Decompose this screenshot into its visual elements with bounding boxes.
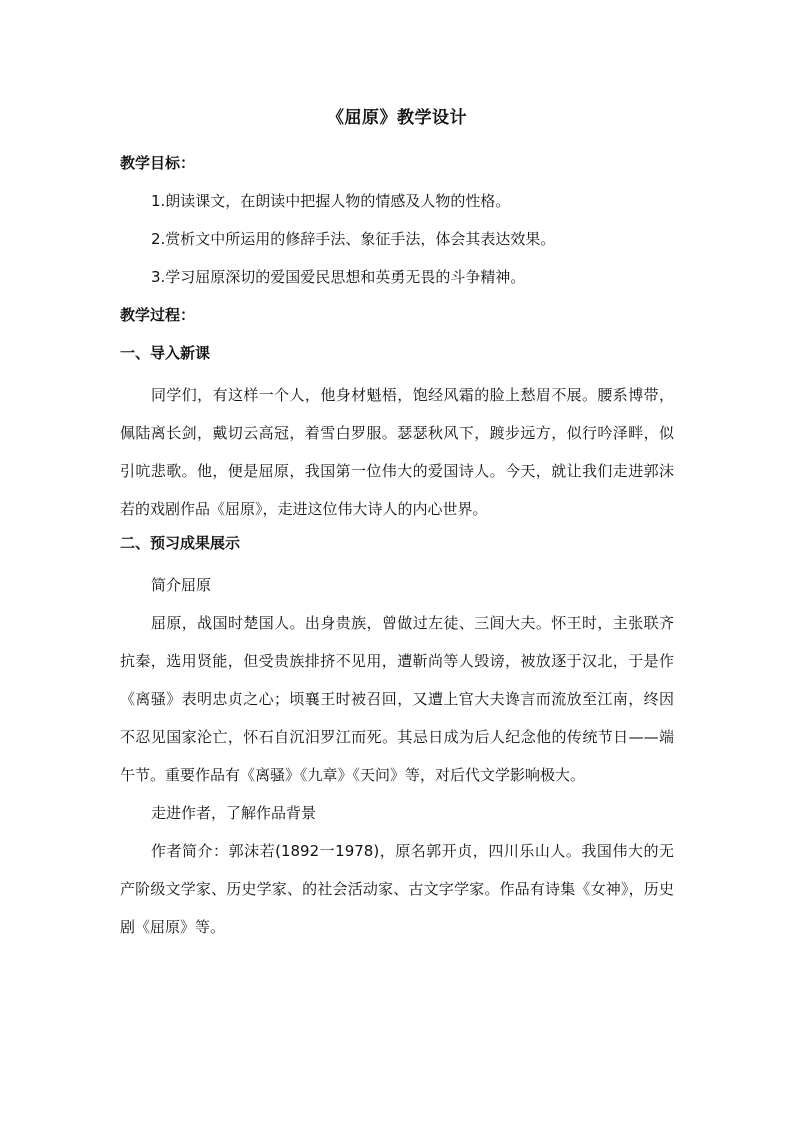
objectives-heading: 教学目标： bbox=[120, 154, 196, 172]
objective-item-1: 1.朗读课文，在朗读中把握人物的情感及人物的性格。 bbox=[151, 192, 511, 210]
quyuan-intro-paragraph: 屈原，战国时楚国人。出身贵族，曾做过左徒、三闾大夫。怀王时，主张联齐抗秦，选用贤能，但受贵族排挤不见用，遭靳尚等人毁谤，被放逐于汉北，于是作《离骚》表明忠贞之心；顷襄王时被召回，又遭上官大夫谗言而流放至江南，终因不忍见国家沦亡，怀石自沉汨罗江而死。其忌日成为后人纪念他的传统节日——端午节。重要作品有《离骚》《九章》《天问》等，对后代文学影响极大。 bbox=[120, 614, 674, 784]
document-title: 《屈原》教学设计 bbox=[327, 108, 467, 128]
introduction-paragraph: 同学们，有这样一个人，他身材魁梧，饱经风霜的脸上愁眉不展。腰系博带，佩陆离长剑，戴切云高冠，着雪白罗服。瑟瑟秋风下，踱步远方，似行吟泽畔，似引吭悲歌。他，便是屈原，我国第一位伟大的爱国诗人。今天，就让我们走进郭沫若的戏剧作品《屈原》，走进这位伟大诗人的内心世界。 bbox=[120, 386, 674, 518]
section-heading-preview: 二、预习成果展示 bbox=[120, 534, 241, 552]
document-content bbox=[120, 104, 674, 946]
subheading-quyuan-intro: 简介屈原 bbox=[151, 576, 212, 594]
author-intro-paragraph: 作者简介：郭沫若(1892一1978)，原名郭开贞，四川乐山人。我国伟大的无产阶级文学家、历史学家、的社会活动家、古文字学家。作品有诗集《女神》，历史剧《屈原》等。 bbox=[120, 842, 674, 936]
objective-item-2: 2.赏析文中所运用的修辞手法、象征手法，体会其表达效果。 bbox=[151, 230, 556, 248]
objective-item-3: 3.学习屈原深切的爱国爱民思想和英勇无畏的斗争精神。 bbox=[151, 268, 526, 286]
process-heading: 教学过程： bbox=[120, 306, 196, 324]
subheading-author-background: 走进作者，了解作品背景 bbox=[151, 804, 317, 822]
section-heading-introduction: 一、导入新课 bbox=[120, 344, 211, 362]
